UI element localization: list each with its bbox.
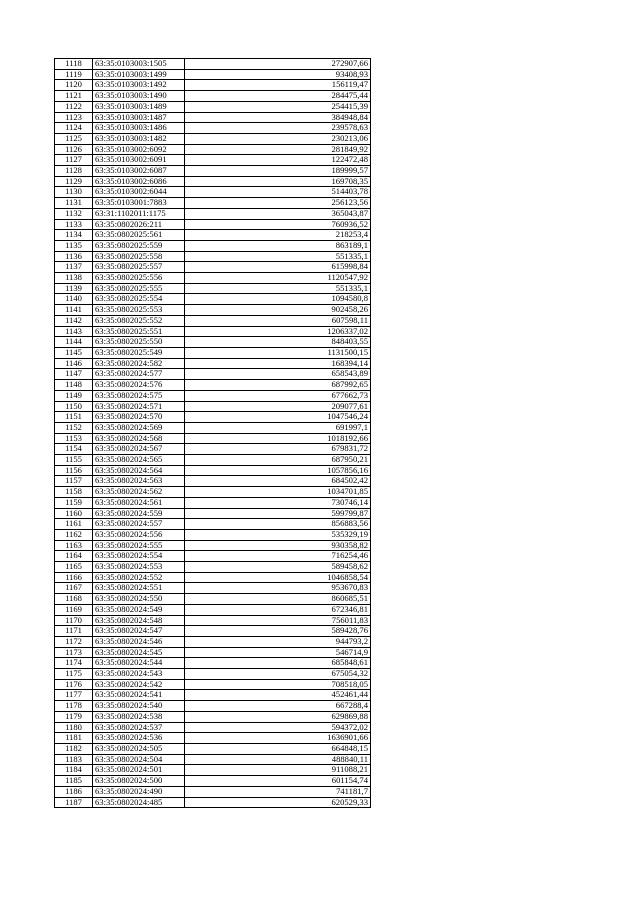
- cadastral-value-cell: 658543,89: [185, 369, 371, 380]
- table-row: [55, 604, 371, 615]
- cadastral-number-cell: 63:35:0802024:545: [93, 647, 185, 658]
- row-number-cell: 1139: [55, 283, 93, 294]
- cadastral-value-cell: 664848,15: [185, 744, 371, 755]
- cadastral-number-cell: 63:35:0802024:561: [93, 497, 185, 508]
- row-number-cell: 1152: [55, 422, 93, 433]
- table-row: [55, 230, 371, 241]
- table-row: [55, 412, 371, 423]
- row-number-cell: 1170: [55, 615, 93, 626]
- cadastral-number-cell: 63:35:0103003:1489: [93, 101, 185, 112]
- table-row: [55, 487, 371, 498]
- table-row: [55, 433, 371, 444]
- cadastral-value-cell: 1206337,02: [185, 326, 371, 337]
- cadastral-number-cell: 63:35:0802025:558: [93, 251, 185, 262]
- row-number-cell: 1119: [55, 69, 93, 80]
- cadastral-value-cell: 860685,51: [185, 594, 371, 605]
- table-row: [55, 465, 371, 476]
- cadastral-number-cell: 63:35:0802024:501: [93, 765, 185, 776]
- row-number-cell: 1127: [55, 155, 93, 166]
- cadastral-value-cell: 1046858,54: [185, 572, 371, 583]
- cadastral-value-cell: 122472,48: [185, 155, 371, 166]
- cadastral-value-cell: 551335,1: [185, 251, 371, 262]
- table-row: [55, 444, 371, 455]
- cadastral-number-cell: 63:35:0103002:6087: [93, 166, 185, 177]
- row-number-cell: 1173: [55, 647, 93, 658]
- row-number-cell: 1162: [55, 529, 93, 540]
- cadastral-number-cell: 63:35:0802025:559: [93, 240, 185, 251]
- cadastral-number-cell: 63:35:0802024:565: [93, 455, 185, 466]
- cadastral-value-cell: 156119,47: [185, 80, 371, 91]
- row-number-cell: 1179: [55, 711, 93, 722]
- row-number-cell: 1181: [55, 733, 93, 744]
- table-row: [55, 305, 371, 316]
- cadastral-number-cell: 63:35:0802024:562: [93, 487, 185, 498]
- cadastral-value-cell: 685848,61: [185, 658, 371, 669]
- cadastral-number-cell: 63:35:0802024:569: [93, 422, 185, 433]
- cadastral-value-cell: 902458,26: [185, 305, 371, 316]
- cadastral-value-cell: 679831,72: [185, 444, 371, 455]
- row-number-cell: 1129: [55, 176, 93, 187]
- cadastral-number-cell: 63:35:0802024:559: [93, 508, 185, 519]
- row-number-cell: 1186: [55, 786, 93, 797]
- cadastral-number-cell: 63:35:0802025:556: [93, 273, 185, 284]
- cadastral-value-cell: 672346,81: [185, 604, 371, 615]
- cadastral-value-cell: 687950,21: [185, 455, 371, 466]
- cadastral-number-cell: 63:35:0802025:552: [93, 315, 185, 326]
- table-row: [55, 583, 371, 594]
- cadastral-value-cell: 741181,7: [185, 786, 371, 797]
- table-row: [55, 733, 371, 744]
- cadastral-number-cell: 63:35:0802024:543: [93, 669, 185, 680]
- table-row: [55, 529, 371, 540]
- cadastral-number-cell: 63:35:0802025:561: [93, 230, 185, 241]
- cadastral-value-cell: 629869,88: [185, 711, 371, 722]
- row-number-cell: 1183: [55, 754, 93, 765]
- cadastral-number-cell: 63:35:0103003:1486: [93, 123, 185, 134]
- row-number-cell: 1167: [55, 583, 93, 594]
- table-row: [55, 326, 371, 337]
- cadastral-value-cell: 589458,62: [185, 562, 371, 573]
- row-number-cell: 1132: [55, 208, 93, 219]
- row-number-cell: 1123: [55, 112, 93, 123]
- row-number-cell: 1144: [55, 337, 93, 348]
- cadastral-value-cell: 1094580,8: [185, 294, 371, 305]
- table-row: [55, 422, 371, 433]
- cadastral-number-cell: 63:35:0802024:571: [93, 401, 185, 412]
- cadastral-value-cell: 856883,56: [185, 519, 371, 530]
- table-row: [55, 315, 371, 326]
- cadastral-number-cell: 63:35:0802024:485: [93, 797, 185, 808]
- cadastral-number-cell: 63:35:0802025:553: [93, 305, 185, 316]
- row-number-cell: 1130: [55, 187, 93, 198]
- row-number-cell: 1122: [55, 101, 93, 112]
- row-number-cell: 1154: [55, 444, 93, 455]
- cadastral-number-cell: 63:35:0103002:6091: [93, 155, 185, 166]
- cadastral-value-cell: 675054,32: [185, 669, 371, 680]
- cadastral-number-cell: 63:35:0103003:1499: [93, 69, 185, 80]
- row-number-cell: 1133: [55, 219, 93, 230]
- table-row: [55, 658, 371, 669]
- row-number-cell: 1131: [55, 198, 93, 209]
- cadastral-number-cell: 63:35:0802025:549: [93, 347, 185, 358]
- cadastral-number-cell: 63:35:0802024:557: [93, 519, 185, 530]
- cadastral-value-cell: 218253,4: [185, 230, 371, 241]
- table-row: [55, 636, 371, 647]
- cadastral-number-cell: 63:35:0802024:490: [93, 786, 185, 797]
- cadastral-number-cell: 63:35:0802024:568: [93, 433, 185, 444]
- cadastral-value-cell: 589428,76: [185, 626, 371, 637]
- row-number-cell: 1128: [55, 166, 93, 177]
- table-row: [55, 519, 371, 530]
- row-number-cell: 1137: [55, 262, 93, 273]
- table-row: [55, 722, 371, 733]
- row-number-cell: 1178: [55, 701, 93, 712]
- table-row: [55, 455, 371, 466]
- cadastral-value-cell: 209077,61: [185, 401, 371, 412]
- table-row: [55, 497, 371, 508]
- table-row: [55, 347, 371, 358]
- cadastral-value-cell: 230213,06: [185, 133, 371, 144]
- row-number-cell: 1176: [55, 679, 93, 690]
- cadastral-value-cell: 546714,9: [185, 647, 371, 658]
- cadastral-number-cell: 63:35:0802024:505: [93, 744, 185, 755]
- row-number-cell: 1160: [55, 508, 93, 519]
- cadastral-number-cell: 63:35:0802024:556: [93, 529, 185, 540]
- table-row: [55, 219, 371, 230]
- cadastral-value-cell: 272907,66: [185, 59, 371, 70]
- cadastral-number-cell: 63:35:0802024:546: [93, 636, 185, 647]
- row-number-cell: 1149: [55, 390, 93, 401]
- cadastral-number-cell: 63:35:0802024:548: [93, 615, 185, 626]
- row-number-cell: 1135: [55, 240, 93, 251]
- cadastral-value-cell: 551335,1: [185, 283, 371, 294]
- cadastral-number-cell: 63:35:0103003:1490: [93, 91, 185, 102]
- cadastral-value-table: [54, 58, 371, 808]
- cadastral-number-cell: 63:35:0802024:554: [93, 551, 185, 562]
- cadastral-value-cell: 1034701,85: [185, 487, 371, 498]
- cadastral-number-cell: 63:35:0802024:551: [93, 583, 185, 594]
- cadastral-value-cell: 953670,83: [185, 583, 371, 594]
- cadastral-value-cell: 365043,87: [185, 208, 371, 219]
- cadastral-number-cell: 63:35:0103003:1487: [93, 112, 185, 123]
- cadastral-number-cell: 63:35:0802024:542: [93, 679, 185, 690]
- table-row: [55, 69, 371, 80]
- cadastral-value-cell: 615998,84: [185, 262, 371, 273]
- table-row: [55, 401, 371, 412]
- table-row: [55, 701, 371, 712]
- cadastral-value-cell: 384948,84: [185, 112, 371, 123]
- cadastral-number-cell: 63:35:0802024:536: [93, 733, 185, 744]
- table-row: [55, 615, 371, 626]
- table-row: [55, 208, 371, 219]
- table-row: [55, 294, 371, 305]
- cadastral-value-cell: 716254,46: [185, 551, 371, 562]
- table-row: [55, 669, 371, 680]
- table-row: [55, 240, 371, 251]
- cadastral-value-cell: 168394,14: [185, 358, 371, 369]
- row-number-cell: 1145: [55, 347, 93, 358]
- table-row: [55, 744, 371, 755]
- row-number-cell: 1177: [55, 690, 93, 701]
- table-row: [55, 358, 371, 369]
- cadastral-number-cell: 63:35:0103002:6044: [93, 187, 185, 198]
- row-number-cell: 1148: [55, 380, 93, 391]
- table-row: [55, 112, 371, 123]
- table-row: [55, 144, 371, 155]
- table-body: [55, 59, 371, 808]
- table-row: [55, 166, 371, 177]
- row-number-cell: 1187: [55, 797, 93, 808]
- table-row: [55, 59, 371, 70]
- table-row: [55, 283, 371, 294]
- cadastral-value-cell: 281849,92: [185, 144, 371, 155]
- row-number-cell: 1155: [55, 455, 93, 466]
- table-row: [55, 776, 371, 787]
- table-row: [55, 797, 371, 808]
- cadastral-number-cell: 63:35:0802024:537: [93, 722, 185, 733]
- row-number-cell: 1121: [55, 91, 93, 102]
- cadastral-value-cell: 254415,39: [185, 101, 371, 112]
- cadastral-value-cell: 620529,33: [185, 797, 371, 808]
- cadastral-number-cell: 63:35:0802024:541: [93, 690, 185, 701]
- cadastral-value-cell: 1131500,15: [185, 347, 371, 358]
- table-row: [55, 101, 371, 112]
- row-number-cell: 1172: [55, 636, 93, 647]
- table-row: [55, 91, 371, 102]
- cadastral-value-cell: 189999,57: [185, 166, 371, 177]
- cadastral-value-cell: 607598,11: [185, 315, 371, 326]
- cadastral-value-cell: 863189,1: [185, 240, 371, 251]
- cadastral-value-cell: 756011,83: [185, 615, 371, 626]
- cadastral-value-cell: 848403,55: [185, 337, 371, 348]
- cadastral-value-cell: 760936,52: [185, 219, 371, 230]
- cadastral-number-cell: 63:35:0103002:6086: [93, 176, 185, 187]
- cadastral-value-cell: 1018192,66: [185, 433, 371, 444]
- table-row: [55, 540, 371, 551]
- row-number-cell: 1164: [55, 551, 93, 562]
- row-number-cell: 1126: [55, 144, 93, 155]
- cadastral-value-cell: 284475,44: [185, 91, 371, 102]
- table-row: [55, 176, 371, 187]
- table-row: [55, 647, 371, 658]
- row-number-cell: 1142: [55, 315, 93, 326]
- table-row: [55, 273, 371, 284]
- row-number-cell: 1166: [55, 572, 93, 583]
- cadastral-value-cell: 944793,2: [185, 636, 371, 647]
- cadastral-number-cell: 63:35:0802024:547: [93, 626, 185, 637]
- cadastral-value-cell: 1047546,24: [185, 412, 371, 423]
- row-number-cell: 1136: [55, 251, 93, 262]
- cadastral-value-cell: 599799,87: [185, 508, 371, 519]
- cadastral-number-cell: 63:35:0802024:540: [93, 701, 185, 712]
- cadastral-number-cell: 63:35:0103002:6092: [93, 144, 185, 155]
- cadastral-value-cell: 514403,78: [185, 187, 371, 198]
- cadastral-value-cell: 535329,19: [185, 529, 371, 540]
- row-number-cell: 1168: [55, 594, 93, 605]
- cadastral-value-cell: 1636901,66: [185, 733, 371, 744]
- table-row: [55, 380, 371, 391]
- cadastral-number-cell: 63:35:0802025:555: [93, 283, 185, 294]
- table-row: [55, 133, 371, 144]
- row-number-cell: 1138: [55, 273, 93, 284]
- cadastral-value-cell: 452461,44: [185, 690, 371, 701]
- cadastral-value-cell: 667288,4: [185, 701, 371, 712]
- cadastral-number-cell: 63:35:0802024:500: [93, 776, 185, 787]
- row-number-cell: 1120: [55, 80, 93, 91]
- row-number-cell: 1159: [55, 497, 93, 508]
- table-row: [55, 262, 371, 273]
- table-row: [55, 572, 371, 583]
- row-number-cell: 1184: [55, 765, 93, 776]
- cadastral-number-cell: 63:35:0802024:567: [93, 444, 185, 455]
- cadastral-number-cell: 63:35:0802024:563: [93, 476, 185, 487]
- row-number-cell: 1165: [55, 562, 93, 573]
- cadastral-number-cell: 63:35:0103003:1492: [93, 80, 185, 91]
- row-number-cell: 1174: [55, 658, 93, 669]
- table-row: [55, 679, 371, 690]
- table-row: [55, 476, 371, 487]
- table-row: [55, 754, 371, 765]
- table-row: [55, 765, 371, 776]
- cadastral-value-cell: 488840,11: [185, 754, 371, 765]
- cadastral-number-cell: 63:35:0103003:1505: [93, 59, 185, 70]
- table-row: [55, 786, 371, 797]
- cadastral-value-cell: 239578,63: [185, 123, 371, 134]
- row-number-cell: 1125: [55, 133, 93, 144]
- cadastral-number-cell: 63:35:0802024:564: [93, 465, 185, 476]
- cadastral-number-cell: 63:35:0802024:577: [93, 369, 185, 380]
- row-number-cell: 1185: [55, 776, 93, 787]
- cadastral-number-cell: 63:35:0802024:549: [93, 604, 185, 615]
- row-number-cell: 1153: [55, 433, 93, 444]
- cadastral-value-cell: 169708,35: [185, 176, 371, 187]
- cadastral-number-cell: 63:35:0802024:552: [93, 572, 185, 583]
- row-number-cell: 1147: [55, 369, 93, 380]
- cadastral-value-cell: 730746,14: [185, 497, 371, 508]
- cadastral-value-cell: 911088,21: [185, 765, 371, 776]
- cadastral-number-cell: 63:35:0802024:550: [93, 594, 185, 605]
- row-number-cell: 1161: [55, 519, 93, 530]
- cadastral-value-cell: 708518,05: [185, 679, 371, 690]
- cadastral-number-cell: 63:35:0802024:555: [93, 540, 185, 551]
- table-row: [55, 551, 371, 562]
- row-number-cell: 1169: [55, 604, 93, 615]
- table-row: [55, 155, 371, 166]
- cadastral-number-cell: 63:35:0802024:570: [93, 412, 185, 423]
- row-number-cell: 1156: [55, 465, 93, 476]
- row-number-cell: 1140: [55, 294, 93, 305]
- cadastral-value-cell: 256123,56: [185, 198, 371, 209]
- row-number-cell: 1180: [55, 722, 93, 733]
- row-number-cell: 1175: [55, 669, 93, 680]
- cadastral-number-cell: 63:35:0103003:1482: [93, 133, 185, 144]
- row-number-cell: 1163: [55, 540, 93, 551]
- row-number-cell: 1143: [55, 326, 93, 337]
- cadastral-number-cell: 63:35:0802024:576: [93, 380, 185, 391]
- table-row: [55, 594, 371, 605]
- cadastral-number-cell: 63:35:0802025:554: [93, 294, 185, 305]
- cadastral-number-cell: 63:35:0802024:582: [93, 358, 185, 369]
- table-row: [55, 626, 371, 637]
- cadastral-number-cell: 63:35:0103001:7883: [93, 198, 185, 209]
- cadastral-value-cell: 930358,82: [185, 540, 371, 551]
- cadastral-number-cell: 63:35:0802026:211: [93, 219, 185, 230]
- cadastral-value-cell: 1057856,16: [185, 465, 371, 476]
- row-number-cell: 1157: [55, 476, 93, 487]
- cadastral-value-cell: 677662,73: [185, 390, 371, 401]
- table-row: [55, 369, 371, 380]
- table-row: [55, 187, 371, 198]
- row-number-cell: 1150: [55, 401, 93, 412]
- row-number-cell: 1158: [55, 487, 93, 498]
- row-number-cell: 1146: [55, 358, 93, 369]
- row-number-cell: 1141: [55, 305, 93, 316]
- cadastral-number-cell: 63:35:0802024:538: [93, 711, 185, 722]
- cadastral-number-cell: 63:31:1102011:1175: [93, 208, 185, 219]
- cadastral-number-cell: 63:35:0802025:557: [93, 262, 185, 273]
- cadastral-value-cell: 594372,02: [185, 722, 371, 733]
- cadastral-value-cell: 684502,42: [185, 476, 371, 487]
- table-row: [55, 251, 371, 262]
- cadastral-number-cell: 63:35:0802024:553: [93, 562, 185, 573]
- table-row: [55, 198, 371, 209]
- table-row: [55, 711, 371, 722]
- table-row: [55, 690, 371, 701]
- table-row: [55, 123, 371, 134]
- table-row: [55, 80, 371, 91]
- table-row: [55, 337, 371, 348]
- table-row: [55, 508, 371, 519]
- row-number-cell: 1124: [55, 123, 93, 134]
- cadastral-number-cell: 63:35:0802025:551: [93, 326, 185, 337]
- cadastral-number-cell: 63:35:0802025:550: [93, 337, 185, 348]
- table-row: [55, 390, 371, 401]
- table-row: [55, 562, 371, 573]
- cadastral-value-cell: 687992,65: [185, 380, 371, 391]
- cadastral-value-cell: 1120547,92: [185, 273, 371, 284]
- cadastral-value-cell: 601154,74: [185, 776, 371, 787]
- row-number-cell: 1118: [55, 59, 93, 70]
- cadastral-number-cell: 63:35:0802024:504: [93, 754, 185, 765]
- row-number-cell: 1182: [55, 744, 93, 755]
- cadastral-value-cell: 93408,93: [185, 69, 371, 80]
- cadastral-number-cell: 63:35:0802024:544: [93, 658, 185, 669]
- row-number-cell: 1151: [55, 412, 93, 423]
- cadastral-number-cell: 63:35:0802024:575: [93, 390, 185, 401]
- row-number-cell: 1134: [55, 230, 93, 241]
- cadastral-value-cell: 691997,1: [185, 422, 371, 433]
- row-number-cell: 1171: [55, 626, 93, 637]
